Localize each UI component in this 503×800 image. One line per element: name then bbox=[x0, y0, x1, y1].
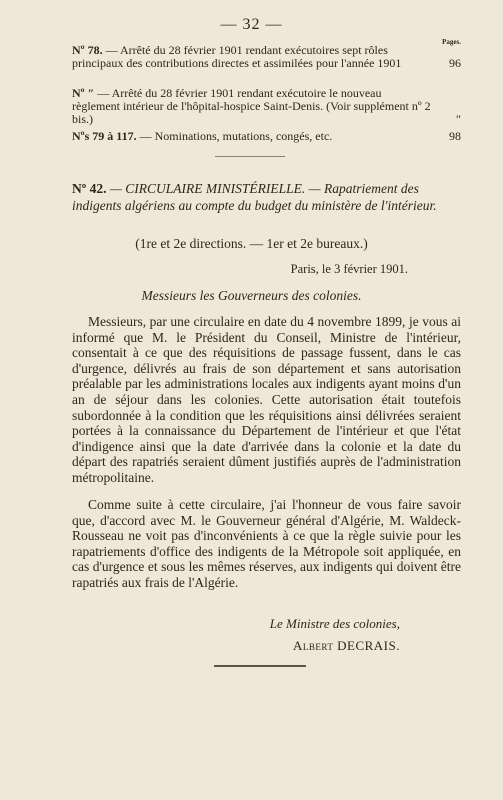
salutation: Messieurs les Gouverneurs des colonies. bbox=[141, 288, 362, 303]
toc-entry bbox=[72, 44, 461, 70]
toc-entry-number: Nºs 79 à 117. bbox=[72, 129, 137, 143]
toc-entry-page: ″ bbox=[456, 112, 461, 126]
circular-heading bbox=[72, 180, 461, 214]
signature-title: Le Ministre des colonies, bbox=[269, 616, 400, 631]
circular-title: — CIRCULAIRE MINISTÉRIELLE. — Rapatriement des indigents algériens au compte du budget du ministère de l'intérieur. bbox=[72, 181, 437, 213]
separator-rule bbox=[215, 156, 285, 157]
directions-line: (1re et 2e directions. — 1er et 2e bureaux.) bbox=[135, 236, 368, 251]
body-paragraph: Comme suite à cette circulaire, j'ai l'honneur de vous faire savoir que, d'accord avec M. le Gouverneur général d'Algérie, M. Waldeck-Rousseau ne voit pas d'inconvénients à ce que la règle suivie pour les rapatriements d'office des indigents de la Métropole soit appliquée, en cas d'urgence et sous les mêmes réserves, aux indigents qui doivent être rapatriés aux frais de l'Algérie. bbox=[72, 497, 461, 590]
circular-number: Nº 42. bbox=[72, 181, 107, 196]
signature-name: Albert DECRAIS. bbox=[293, 638, 400, 653]
page-number: — 32 — bbox=[220, 16, 283, 33]
toc-entry-text: — Nominations, mutations, congés, etc. bbox=[139, 129, 333, 143]
toc-entry bbox=[72, 130, 461, 143]
toc-entry-text: — Arrêté du 28 février 1901 rendant exécutoire le nouveau règlement intérieur de l'hôpital-hospice Saint-Denis. (Voir supplément nº 2 bis.) bbox=[72, 86, 431, 126]
toc-entry-page: 96 bbox=[449, 56, 461, 70]
toc-entry bbox=[72, 87, 461, 126]
end-rule bbox=[214, 665, 306, 667]
toc-entry-number: Nº ″ bbox=[72, 86, 95, 100]
toc-entry-text: — Arrêté du 28 février 1901 rendant exécutoires sept rôles principaux des contributions directes et assimilées pour l'année 1901 bbox=[72, 43, 402, 70]
place-date: Paris, le 3 février 1901. bbox=[290, 262, 408, 276]
toc-entry-page: 98 bbox=[449, 129, 461, 143]
pages-column-label: Pages. bbox=[442, 38, 461, 46]
body-paragraph: Messieurs, par une circulaire en date du 4 novembre 1899, je vous ai informé que M. le Président du Conseil, Ministre de l'intérieur, consentait à ce que des réquisitions de passage fussent, dans le cas d'urgence, délivrés au frais de son département et sans autorisation préalable par les administrations locales aux indigents ayant moins d'un an de séjour dans les colonies. Cette autorisation était toutefois subordonnée à la condition que les réquisitions ainsi délivrées seraient portées à la connaissance du Département de l'intérieur et que l'état d'indigence ainsi que la date d'arrivée dans la colonie et la date du départ des rapatriés seraient dûment justifiés auprès de l'administration métropolitaine. bbox=[72, 314, 461, 485]
toc-entry-number: Nº 78. bbox=[72, 43, 103, 57]
